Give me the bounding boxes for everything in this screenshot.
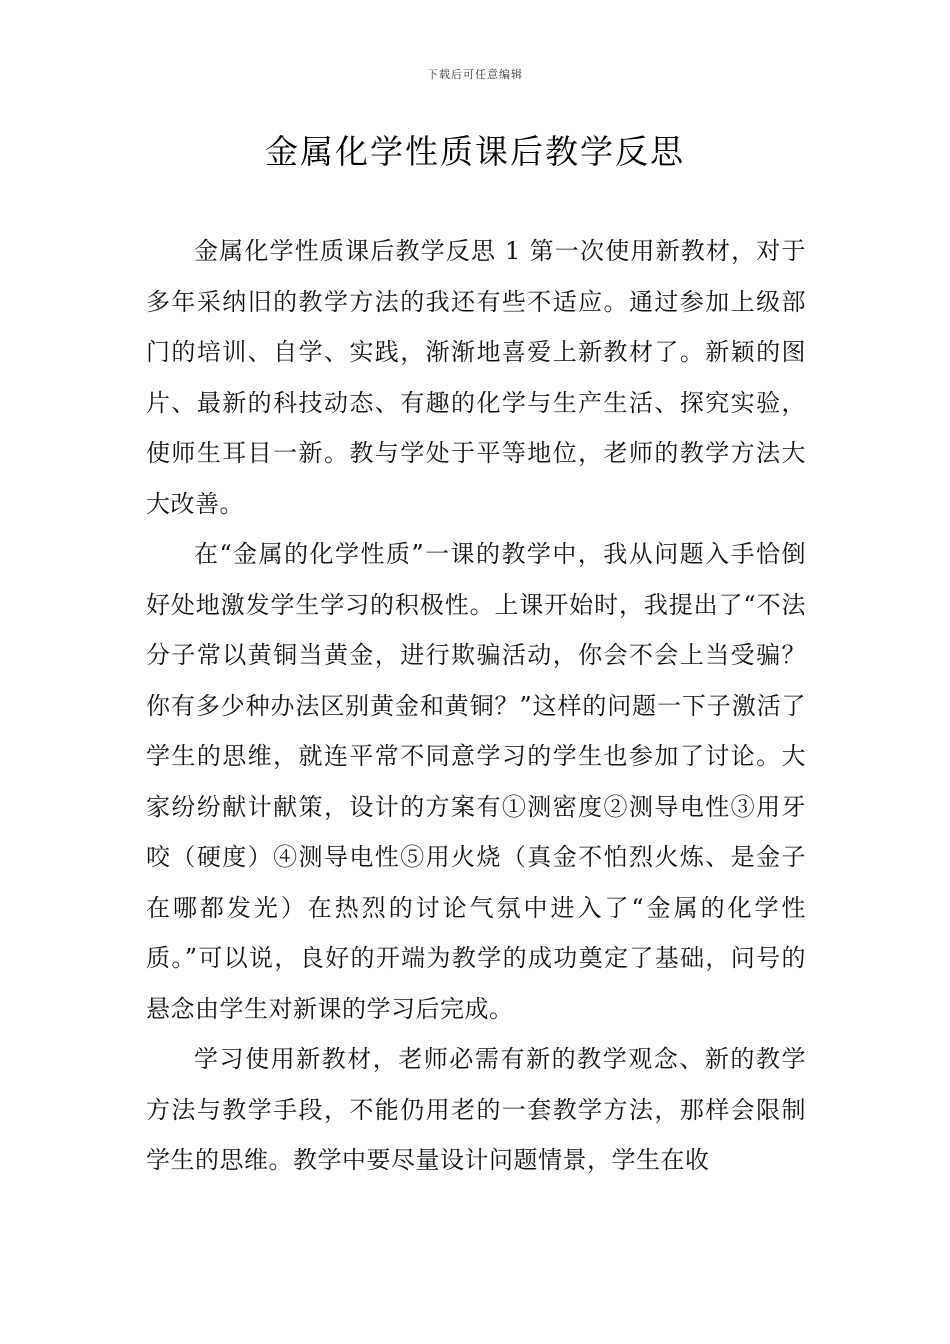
paragraph-3: 学习使用新教材，老师必需有新的教学观念、新的教学方法与教学手段，不能仍用老的一套教学方法，那样会限制学生的思维。教学中要尽量设计问题情景，学生在收 (146, 1045, 806, 1174)
document-body (146, 226, 806, 1186)
header-note: 下载后可任意编辑 (427, 68, 523, 81)
paragraph-1: 金属化学性质课后教学反思 1 第一次使用新教材，对于多年采纳旧的教学方法的我还有些不适应。通过参加上级部门的培训、自学、实践，渐渐地喜爱上新教材了。新颖的图片、最新的科技动态、有趣的化学与生产生活、探究实验，使师生耳目一新。教与学处于平等地位，老师的教学方法大大改善。 (146, 237, 806, 518)
document-title: 金属化学性质课后教学反思 (265, 132, 685, 171)
paragraph-2: 在“金属的化学性质”一课的教学中，我从问题入手恰倒好处地激发学生学习的积极性。上课开始时，我提出了“不法分子常以黄铜当黄金，进行欺骗活动，你会不会上当受骗？你有多少种办法区别黄金和黄铜？”这样的问题一下子激活了学生的思维，就连平常不同意学习的学生也参加了讨论。大家纷纷献计献策，设计的方案有①测密度②测导电性③用牙咬（硬度）④测导电性⑤用火烧（真金不怕烈火炼、是金子在哪都发光）在热烈的讨论气氛中进入了“金属的化学性质。”可以说，良好的开端为教学的成功奠定了基础，问号的悬念由学生对新课的学习后完成。 (146, 540, 806, 1023)
